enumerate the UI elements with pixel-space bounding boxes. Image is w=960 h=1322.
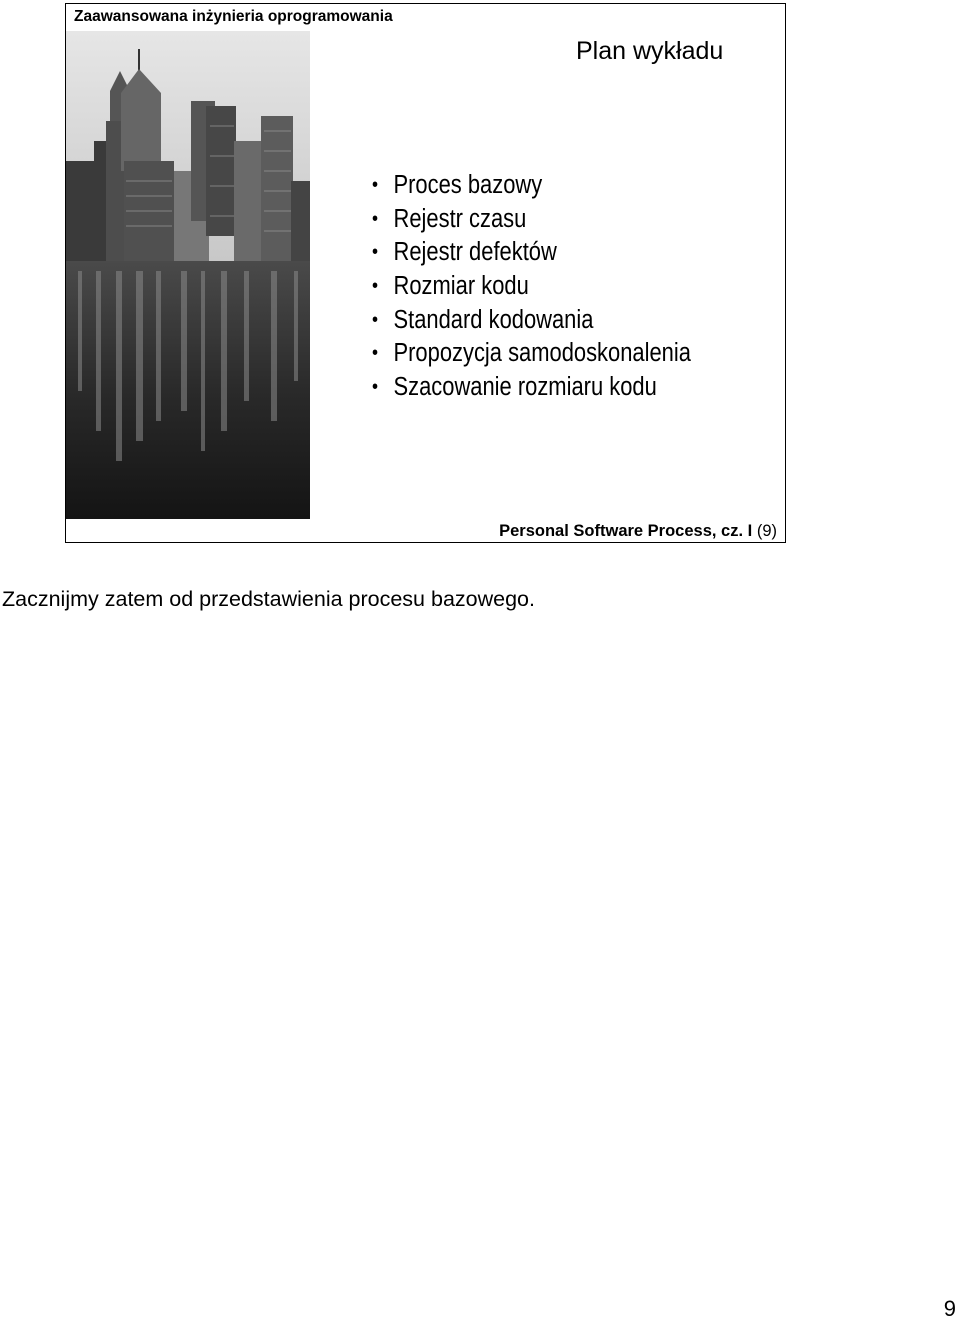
city-skyline-photo <box>66 31 310 519</box>
footer-page: (9) <box>756 522 777 540</box>
agenda-item: • Propozycja samodoskonalenia <box>372 337 691 371</box>
slide-footer <box>499 522 777 541</box>
slide-title: Plan wykładu <box>576 37 724 65</box>
agenda-item: • Rejestr czasu <box>372 203 691 237</box>
agenda-item: • Rozmiar kodu <box>372 270 691 304</box>
slide <box>65 3 786 543</box>
page-number: 9 <box>943 1296 956 1321</box>
agenda-item: • Proces bazowy <box>372 169 691 203</box>
agenda-item: • Rejestr defektów <box>372 236 691 270</box>
course-title: Zaawansowana inżynieria oprogramowania <box>74 8 393 25</box>
agenda-item: • Standard kodowania <box>372 304 691 338</box>
agenda-item: • Szacowanie rozmiaru kodu <box>372 371 691 405</box>
footer-title: Personal Software Process, cz. I <box>499 522 753 540</box>
speaker-note: Zacznijmy zatem od przedstawienia procesu bazowego. <box>2 587 535 611</box>
agenda-list <box>372 169 743 405</box>
